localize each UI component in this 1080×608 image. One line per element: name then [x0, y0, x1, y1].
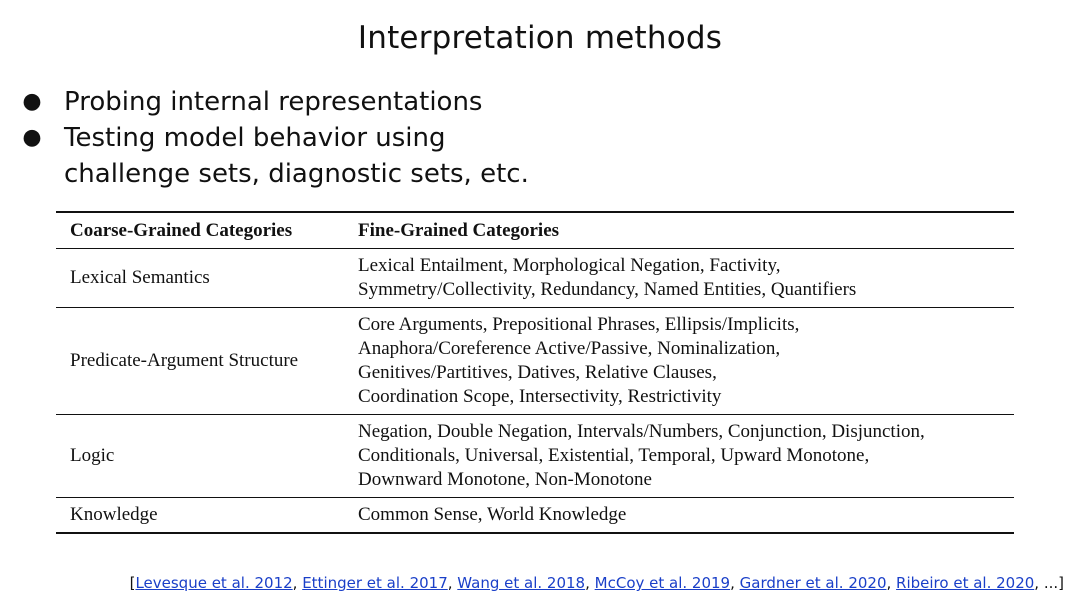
citation-link[interactable]: Ribeiro et al. 2020	[896, 574, 1035, 592]
citation-separator: ,	[447, 574, 458, 592]
fine-category-line: Symmetry/Collectivity, Redundancy, Named Entities, Quantifiers	[358, 279, 857, 300]
table-row	[56, 249, 1014, 308]
citation-open-bracket: [	[129, 574, 136, 592]
citation-link[interactable]: Levesque et al. 2012	[135, 574, 293, 592]
bullet-list	[22, 84, 722, 192]
fine-category-line: Downward Monotone, Non-Monotone	[358, 469, 652, 490]
categories-table-container	[56, 211, 1014, 534]
fine-category-cell	[344, 415, 1014, 498]
fine-category-line: Anaphora/Coreference Active/Passive, Nominalization,	[358, 338, 781, 359]
fine-category-line: Genitives/Partitives, Datives, Relative Clauses,	[358, 362, 717, 383]
citation-separator: ,	[292, 574, 303, 592]
table-row	[56, 415, 1014, 498]
coarse-category-cell: Lexical Semantics	[70, 267, 210, 288]
fine-category-cell	[344, 498, 1014, 534]
coarse-category-cell: Knowledge	[70, 504, 158, 525]
citation-separator: ,	[886, 574, 897, 592]
citation-link[interactable]: Wang et al. 2018	[457, 574, 586, 592]
table-row	[56, 498, 1014, 534]
categories-table	[56, 211, 1014, 534]
citation-link[interactable]: Ettinger et al. 2017	[302, 574, 448, 592]
bullet-text-line: Probing internal representations	[64, 87, 483, 117]
fine-category-line: Core Arguments, Prepositional Phrases, Ellipsis/Implicits,	[358, 314, 800, 335]
citation-separator: ,	[730, 574, 740, 592]
bullet-dot-icon: ●	[22, 125, 42, 150]
fine-category-cell	[344, 308, 1014, 415]
column-header-coarse: Coarse-Grained Categories	[70, 219, 293, 241]
fine-category-line: Coordination Scope, Intersectivity, Restrictivity	[358, 386, 722, 407]
bullet-item	[22, 120, 722, 192]
coarse-category-cell: Logic	[70, 445, 115, 466]
slide-title: Interpretation methods	[357, 20, 723, 56]
table-header-row	[56, 212, 1014, 249]
citation-close: , ...]	[1034, 574, 1064, 592]
bullet-dot-icon: ●	[22, 89, 42, 114]
table-row	[56, 308, 1014, 415]
fine-category-line: Conditionals, Universal, Existential, Temporal, Upward Monotone,	[358, 445, 870, 466]
fine-category-cell	[344, 249, 1014, 308]
bullet-text-line: challenge sets, diagnostic sets, etc.	[64, 159, 529, 189]
citation-list	[130, 574, 1064, 592]
citation-link[interactable]: McCoy et al. 2019	[594, 574, 731, 592]
fine-category-line: Negation, Double Negation, Intervals/Numbers, Conjunction, Disjunction,	[358, 421, 925, 442]
bullet-text-line: Testing model behavior using	[64, 123, 446, 153]
coarse-category-cell: Predicate-Argument Structure	[70, 350, 299, 371]
column-header-fine: Fine-Grained Categories	[358, 219, 560, 241]
fine-category-line: Lexical Entailment, Morphological Negation, Factivity,	[358, 255, 781, 276]
bullet-item	[22, 84, 722, 120]
citation-link[interactable]: Gardner et al. 2020	[739, 574, 887, 592]
fine-category-line: Common Sense, World Knowledge	[358, 504, 627, 525]
citation-separator: ,	[585, 574, 595, 592]
